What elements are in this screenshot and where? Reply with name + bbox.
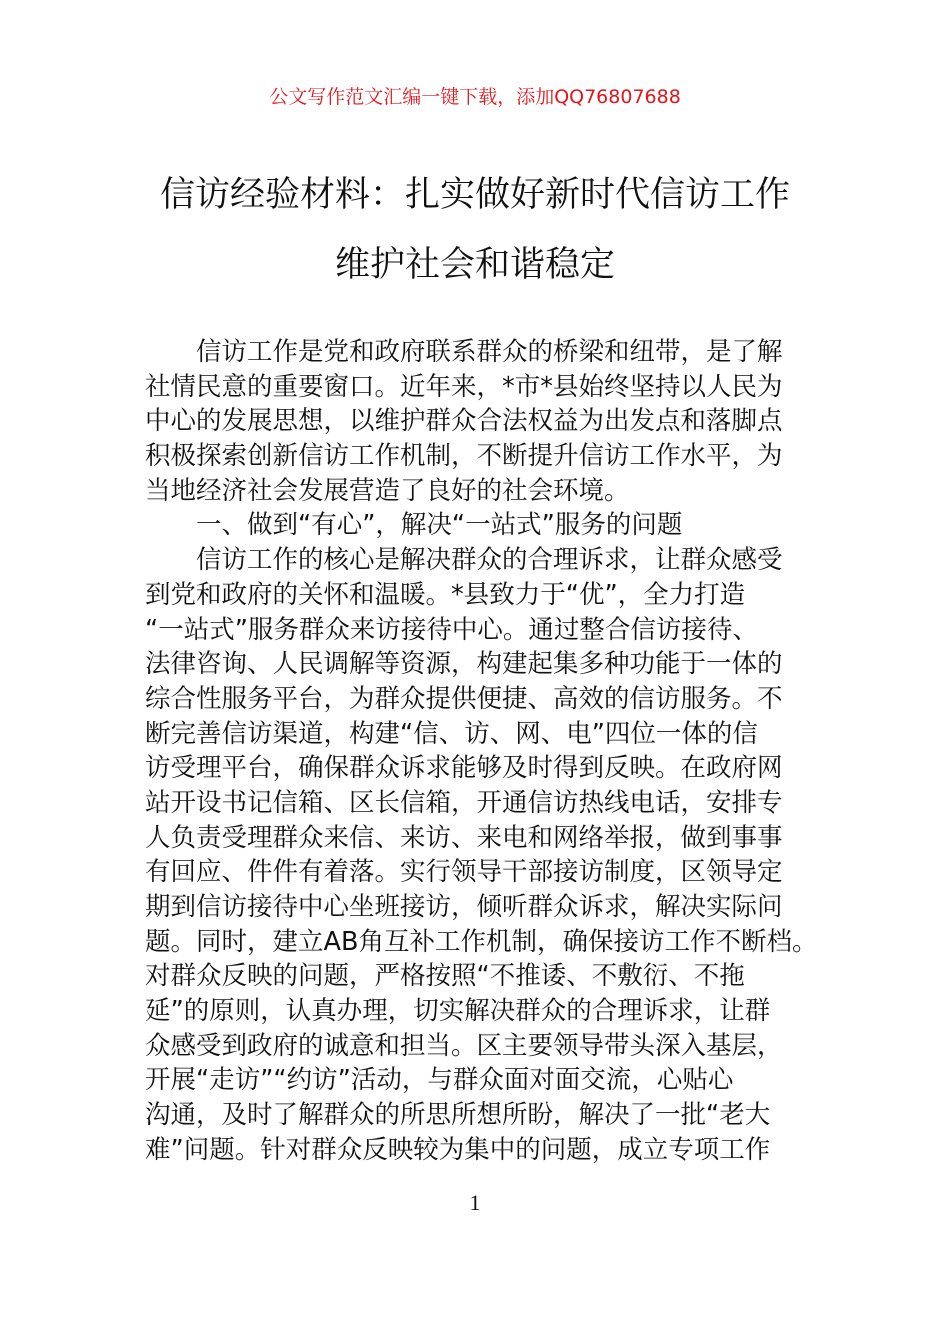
section-heading: 一、做到“有心”，解决“一站式”服务的问题 (196, 510, 683, 541)
paragraph-line: 开展“走访”“约访”活动，与群众面对面交流，心贴心 (145, 1065, 734, 1096)
paragraph-line: 延”的原则，认真办理，切实解决群众的合理诉求，让群 (145, 996, 771, 1027)
paragraph-line: 站开设书记信箱、区长信箱，开通信访热线电话，安排专 (145, 787, 783, 818)
paragraph-line: 沟通，及时了解群众的所思所想所盼，解决了一批“老大 (145, 1100, 771, 1131)
paragraph-line: 众感受到政府的诚意和担当。区主要领导带头深入基层， (145, 1030, 783, 1061)
paragraph-line: 法律咨询、人民调解等资源，构建起集多种功能于一体的 (145, 649, 783, 680)
paragraph-line: 期到信访接待中心坐班接访，倾听群众诉求，解决实际问 (145, 892, 783, 922)
document-title-line-2: 维护社会和谐稳定 (334, 245, 615, 285)
paragraph-line: 到党和政府的关怀和温暖。*县致力于“优”，全力打造 (145, 579, 746, 610)
page-number: 1 (469, 1190, 481, 1215)
paragraph-line: 难”问题。针对群众反映较为集中的问题，成立专项工作 (145, 1134, 771, 1165)
paragraph-line: 人负责受理群众来信、来访、来电和网络举报，做到事事 (145, 822, 783, 853)
paragraph-line: 社情民意的重要窗口。近年来，*市*县始终坚持以人民为 (145, 371, 783, 402)
paragraph-line: 对群众反映的问题，严格按照“不推诿、不敷衍、不拖 (145, 961, 745, 992)
paragraph-line: 断完善信访渠道，构建“信、访、网、电”四位一体的信 (145, 718, 758, 749)
paragraph-line: 当地经济社会发展营造了良好的社会环境。 (145, 475, 630, 506)
document-title-line-1: 信访经验材料：扎实做好新时代信访工作 (159, 175, 790, 215)
paragraph-line: 访受理平台，确保群众诉求能够及时得到反映。在政府网 (145, 753, 783, 784)
paragraph-line: 综合性服务平台，为群众提供便捷、高效的信访服务。不 (145, 683, 783, 714)
paragraph-line: 信访工作是党和政府联系群众的桥梁和纽带，是了解 (196, 337, 783, 367)
paragraph-line: 题。同时，建立AB角互补工作机制，确保接访工作不断档。 (145, 926, 818, 957)
paragraph-line: 中心的发展思想，以维护群众合法权益为出发点和落脚点 (145, 406, 783, 437)
paragraph-line: “一站式”服务群众来访接待中心。通过整合信访接待、 (145, 614, 758, 645)
promo-header: 公文写作范文汇编一键下载，添加QQ76807688 (269, 86, 681, 108)
paragraph-line: 信访工作的核心是解决群众的合理诉求，让群众感受 (196, 545, 783, 576)
paragraph-line: 积极探索创新信访工作机制，不断提升信访工作水平，为 (145, 441, 783, 472)
document-body (145, 335, 825, 1168)
paragraph-line: 有回应、件件有着落。实行领导干部接访制度，区领导定 (145, 857, 783, 888)
